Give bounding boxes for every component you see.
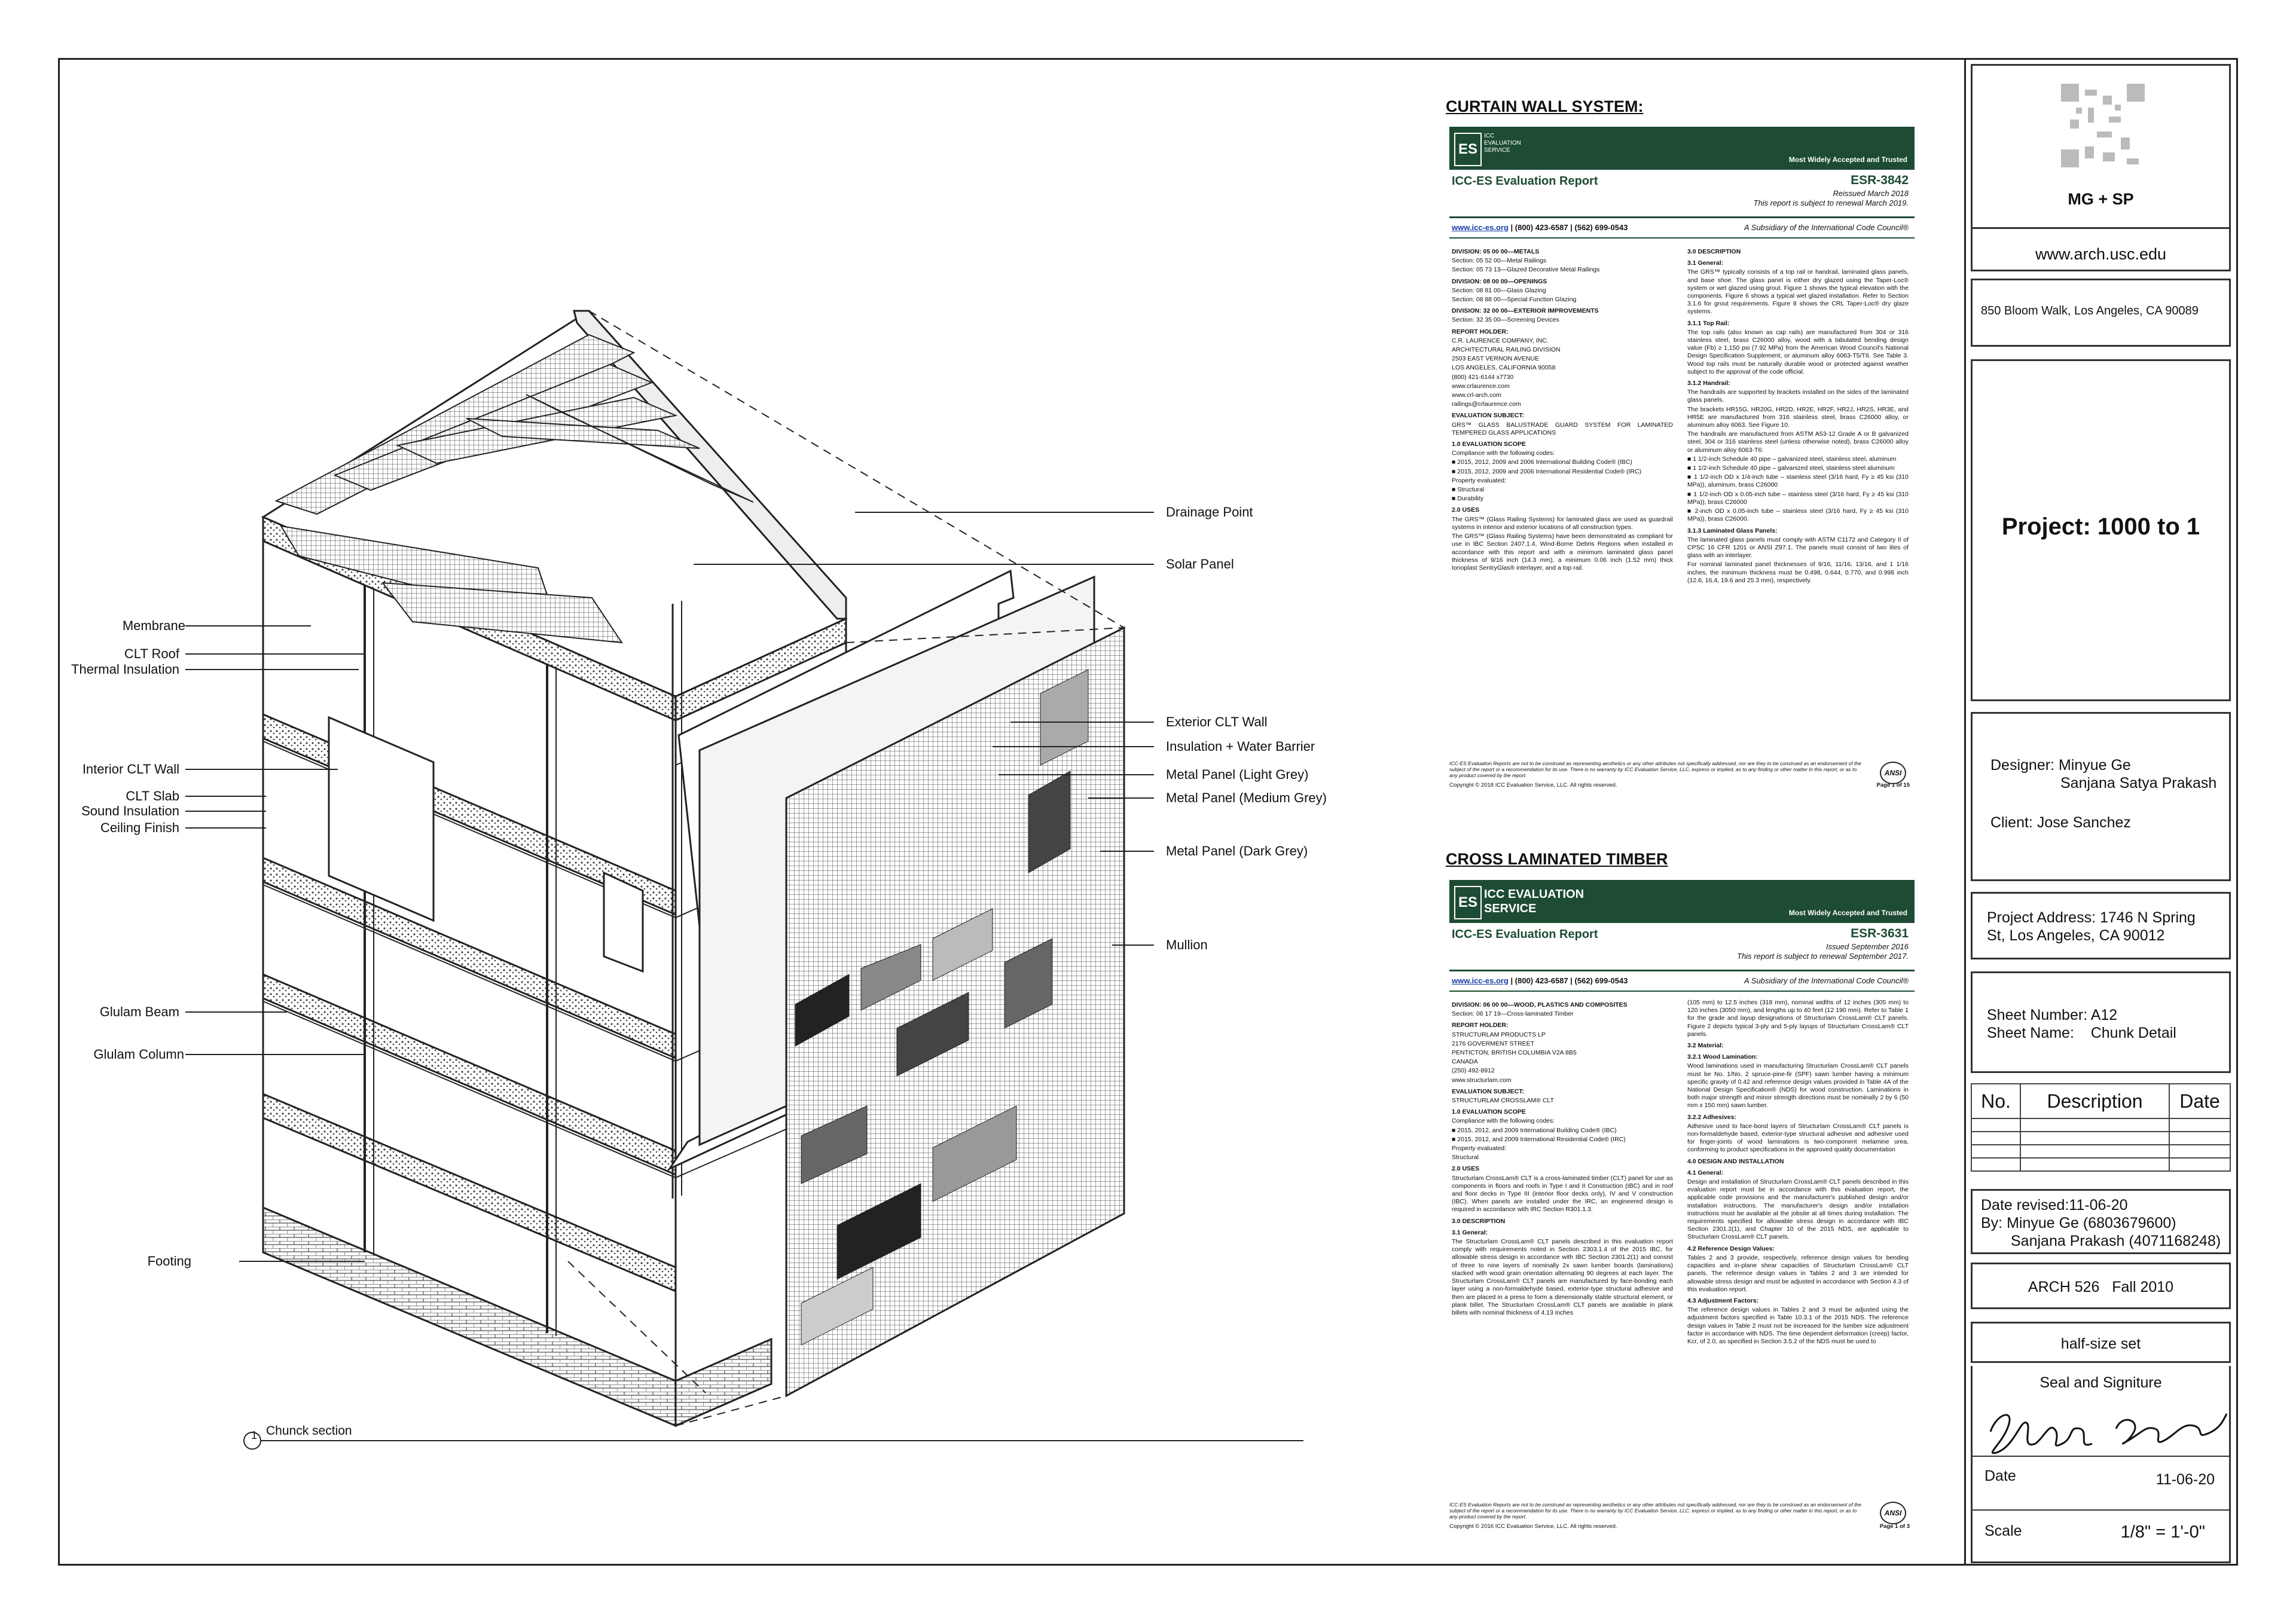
report-phones: | (800) 423-6587 | (562) 699-0543 (1510, 223, 1628, 232)
report-column-right (1687, 244, 1909, 586)
qr-code (2061, 84, 2145, 173)
callout-footing: Footing (147, 1254, 191, 1269)
report-section (1687, 1042, 1909, 1050)
report-section-heading: EVALUATION SUBJECT: (1452, 1087, 1524, 1095)
report-column-left (1452, 998, 1673, 1318)
report-section-text: The Structurlam CrossLam® CLT panels described in this evaluation report comply with requirements noted in Section 2303.1.4 of the 2015 IBC, for allowable stress design in accordance with IBC Section 2301.2(1) and consist of three to nine layers of nominally 2x sawn lumber boards (laminations) stacked with wood grain orientation alternating 90 degrees at each layer. The Structurlam CrossLam® CLT panels are manufactured by face-bonding each layer using a non-formaldehyde based, exterior-type structural adhesive and then are placed in a press to form a dimensionally stable structural element, or plank billet. The Structurlam CrossLam® CLT panels are available in plank billets with nominal thickness of 4.13 inches (1452, 1238, 1673, 1316)
report-section-heading: DIVISION: 08 00 00—OPENINGS (1452, 277, 1547, 285)
report-section-heading: 3.2.2 Adhesives: (1687, 1113, 1736, 1121)
sign-date: 11-06-20 (2155, 1471, 2215, 1488)
report-issued: Reissued March 2018 (1833, 189, 1909, 198)
report-section (1687, 1169, 1909, 1242)
designer-1: Minyue Ge (2058, 757, 2131, 774)
report-section-text: www.crlaurence.com (1452, 382, 1510, 390)
report-section-text: Section: 08 88 00—Special Function Glazing (1452, 296, 1577, 304)
report-section-text: The GRS™ (Glass Railing Systems) have been demonstrated as compliant for use in IBC Section 2407.1.4, Wind-Borne Debris Regions when installed in accordance with this report and with a minimum laminated glass panel thickness of 9/16 inch (14.3 mm), a minimum 0.06 inch (1.52 mm) thick Ionoplast SentryGlas® interlayer, and a top rail. (1452, 533, 1673, 571)
firm-box (1971, 64, 2231, 271)
ansi-logo: ANSI (1880, 762, 1906, 784)
callout-clt-roof: CLT Roof (124, 646, 179, 661)
report-section (1452, 307, 1673, 324)
project-name: Project: 1000 to 1 (2001, 514, 2200, 540)
date-revised: Date revised:11-06-20 (1981, 1197, 2128, 1214)
revised-by-2: Sanjana Prakash (4071168248) (2011, 1233, 2221, 1249)
report-section-text: (800) 421-6144 x7730 (1452, 373, 1514, 381)
report-section-heading: 3.2.1 Wood Lamination: (1687, 1053, 1758, 1061)
callout-exterior-clt-wall: Exterior CLT Wall (1166, 714, 1268, 729)
firm-name: MG + SP (2068, 190, 2134, 208)
report-section-text: Adhesive used to face-bond layers of Structurlam CrossLam® CLT panels is non-formaldehyde based, exterior-type structural adhesive and adhesive used for finger-joints of wood laminations is two-component melamine urea, conforming to product specifications in the approved quality documentation (1687, 1122, 1909, 1154)
report-section (1452, 506, 1673, 572)
report-section-text: CANADA (1452, 1058, 1478, 1066)
report-section-text: ■ 1 1/2-inch OD x 0.05-inch tube – stainless steel (3/16 hard, Fy ≥ 45 ksi (310 MPa)), brass C26000 (1687, 490, 1909, 506)
firm-website[interactable]: www.arch.usc.edu (2035, 245, 2167, 263)
report-section (1687, 248, 1909, 256)
report-section-heading: 1.0 EVALUATION SCOPE (1452, 1108, 1526, 1116)
report-section-text: www.crl-arch.com (1452, 392, 1501, 399)
report-number: ESR-3842 (1851, 173, 1909, 187)
report-section (1687, 527, 1909, 585)
report-section-text: www.structurlam.com (1452, 1076, 1512, 1084)
callout-metal-panel-medium: Metal Panel (Medium Grey) (1166, 790, 1327, 805)
report-section-text: ARCHITECTURAL RAILING DIVISION (1452, 346, 1561, 354)
report-section-text: Structurlam CrossLam® CLT is a cross-laminated timber (CLT) panel for use as components in floors and roofs in Type I and II Construction (IBC) and in roof and floor decks in Type III (interior floor decks only), IV and V construction (IBC). When panels are installed under the IRC, an engineered design is required in accordance with IRC Section R301.1.3. (1452, 1174, 1673, 1214)
callout-solar-panel: Solar Panel (1166, 557, 1234, 571)
date-label: Date (1984, 1468, 2016, 1484)
banner-service: ICC EVALUATION SERVICE (1484, 888, 1584, 915)
report-section-heading: 4.2 Reference Design Values: (1687, 1245, 1775, 1252)
report-section-text: Wood laminations used in manufacturing Structurlam CrossLam® CLT panels must be No. 1/No. 2 spruce-pine-fir (SPF) sawn lumber having a minimum specific gravity of 0.42 and reference design values provided in Table 4A of the National Design Specification® (NDS) for wood construction. Laminations in both major strength and minor strength directions must be nominally 2 by 6 (50 mm x 150 mm) sawn lumber. (1687, 1062, 1909, 1109)
designer-box (1971, 712, 2231, 881)
set-name: half-size set (2060, 1335, 2141, 1352)
clt-heading: CROSS LAMINATED TIMBER (1446, 850, 1668, 868)
course-info: ARCH 526 Fall 2010 (2028, 1279, 2174, 1295)
report-section (1687, 259, 1909, 316)
project-address-line-2: St, Los Angeles, CA 90012 (1987, 927, 2165, 944)
rev-header-no: No. (1971, 1084, 2020, 1118)
report-section-text: Compliance with the following codes: (1452, 450, 1555, 457)
report-section-text: ■ 2015, 2012, 2009 and 2006 International Residential Code® (IRC) (1452, 467, 1642, 475)
report-section-heading: 2.0 USES (1452, 1165, 1480, 1173)
report-section-text: Section: 32 35 00—Screening Devices (1452, 316, 1559, 324)
report-section-heading: 1.0 EVALUATION SCOPE (1452, 441, 1526, 448)
rev-header-date: Date (2169, 1084, 2230, 1118)
title-block-divider (1964, 58, 1966, 1566)
report-section (1687, 1114, 1909, 1154)
report-section (1452, 1229, 1673, 1317)
report-section (1452, 278, 1673, 304)
revised-by-1: By: Minyue Ge (6803679600) (1981, 1215, 2176, 1231)
report-section-heading: 4.1 General: (1687, 1169, 1724, 1176)
report-section-heading: 3.1.1 Top Rail: (1687, 319, 1730, 327)
report-section-text: ■ Structural (1452, 486, 1485, 494)
revision-table (1971, 1083, 2231, 1172)
banner-service: ICC EVALUATION SERVICE (1484, 133, 1521, 154)
report-title: ICC-ES Evaluation Report (1452, 175, 1598, 188)
set-box (1971, 1322, 2231, 1363)
report-section (1687, 999, 1909, 1038)
designer-label: Designer: (1990, 757, 2054, 774)
report-number: ESR-3631 (1851, 927, 1909, 940)
report-section-heading: 3.1 General: (1452, 1228, 1488, 1236)
report-section-text: 2503 EAST VERNON AVENUE (1452, 355, 1540, 363)
callout-sound-insulation: Sound Insulation (81, 803, 179, 818)
report-section-heading: 3.2 Material: (1687, 1042, 1724, 1050)
report-section-heading: REPORT HOLDER: (1452, 328, 1509, 335)
report-section-text: STRUCTURLAM CROSSLAM® CLT (1452, 1097, 1554, 1105)
report-subsidiary: A Subsidiary of the International Code Council® (1744, 976, 1909, 985)
report-section-text: ■ 1 1/2-inch Schedule 40 pipe – galvanized steel, stainless steel, aluminum (1687, 455, 1897, 463)
report-issued: Issued September 2016 (1825, 942, 1909, 951)
report-section (1452, 1108, 1673, 1162)
rev-row (1971, 1145, 2230, 1158)
report-section-text: The GRS™ typically consists of a top rail or handrail, laminated glass panels, and base shoe. The glass panel is either dry glazed using the Taper-Loc® system or wet glazed using grout. Figure 1 shows the typical elevation with the components. Figure 6 shows a typical wet glazed installation. Refer to Section 3.1.6 for grout requirements. Figure 8 shows the CRL Taper-Loc® dry glaze systems. (1687, 268, 1909, 316)
report-banner (1449, 127, 1915, 170)
report-section-text: The top rails (also known as cap rails) are manufactured from 304 or 316 stainless steel, brass C26000 alloy, wood with a tabulated bending design value (Fb) ≥ 1,150 psi (7.92 MPa) from the American Wood Council's National Design Specification Supplement, or aluminum alloy 6063-T5/T6. See Table 3. Wood top rails must be naturally durable wood or protected against weather subject to the approval of the code official. (1687, 328, 1909, 375)
report-section (1687, 380, 1909, 523)
section-title: Chunck section (266, 1424, 352, 1438)
report-column-left (1452, 244, 1673, 573)
report-section (1452, 441, 1673, 503)
report-section (1452, 1022, 1673, 1084)
report-section (1452, 412, 1673, 437)
sheet-name-label: Sheet Name: (1987, 1025, 2074, 1041)
rev-row (1971, 1158, 2230, 1171)
report-section-text: Section: 05 52 00—Metal Railings (1452, 257, 1547, 265)
report-section-text: Section: 06 17 19—Cross-laminated Timber (1452, 1010, 1574, 1018)
scale-divider (1973, 1509, 2229, 1511)
report-section-text: Design and installation of Structurlam CrossLam® CLT panels described in this evaluation report must be in accordance with this evaluation report, the applicable code provisions and the manufacturer's published design and/or installation instructions. The manufacturer's design and/or installation instructions must be available at the jobsite at all times during installation. The requirements specified for allowable stress design in accordance with IBC Section 2301.2(1), and Chapter 10 of the 2015 NDS, are applicable to Structurlam CrossLam® CLT panels. (1687, 1178, 1909, 1241)
scale-label: Scale (1984, 1523, 2022, 1539)
report-section (1452, 248, 1673, 274)
report-section (1452, 1218, 1673, 1225)
report-page-number: Page 1 of 15 (1876, 782, 1910, 788)
report-section-text: For nominal laminated panel thicknesses of 9/16, 11/16, 13/16, and 1 1/16 inches, the minimum thickness must be 0.498, 0.644, 0.770, and 0.998 inch (12.6, 16.4, 19.6 and 25.3 mm), respectively. (1687, 561, 1909, 584)
report-renewal: This report is subject to renewal September 2017. (1737, 952, 1909, 961)
callout-metal-panel-light: Metal Panel (Light Grey) (1166, 767, 1309, 782)
report-section-text: ■ 1 1/2-inch OD x 1/4-inch tube – stainless steel (3/16 hard, Fy ≥ 45 ksi (310 MPa)), aluminum, brass C26000 (1687, 473, 1909, 489)
section-title-marker (244, 1432, 1303, 1449)
callout-glulam-column: Glulam Column (93, 1047, 184, 1062)
project-box (1971, 359, 2231, 701)
report-section (1687, 1053, 1909, 1109)
section-number: 1 (251, 1429, 257, 1441)
icc-es-logo: ES (1454, 133, 1482, 166)
banner-tagline: Most Widely Accepted and Trusted (1788, 155, 1907, 164)
report-section-text: (250) 492-8912 (1452, 1067, 1495, 1075)
report-website-link[interactable]: www.icc-es.org (1452, 976, 1509, 985)
callout-glulam-beam: Glulam Beam (99, 1004, 179, 1019)
report-section-text: Structural (1452, 1154, 1479, 1162)
report-section-text: Section: 08 81 00—Glass Glazing (1452, 286, 1546, 294)
report-phones: | (800) 423-6587 | (562) 699-0543 (1510, 976, 1628, 985)
callout-thermal-insulation: Thermal Insulation (71, 662, 179, 677)
sheet-number: A12 (2090, 1007, 2118, 1023)
rev-row (1971, 1118, 2230, 1132)
rev-header-description: Description (2020, 1084, 2169, 1118)
evaluation-report-esr-3842 (1449, 127, 1915, 802)
client-label: Client: (1990, 814, 2033, 831)
report-renewal: This report is subject to renewal March 2019. (1753, 198, 1909, 207)
rev-row (1971, 1132, 2230, 1145)
report-section-text: ■ 2015, 2012, 2009 and 2006 International Building Code® (IBC) (1452, 459, 1632, 466)
report-footnote: ICC-ES Evaluation Reports are not to be construed as representing aesthetics or any other attributes not specifically addressed, nor are they to be construed as an endorsement of the subject of the report or a recommendation for its use. There is no warranty by ICC Evaluation Service, LLC, express or implied, as to any finding or other matter in this report, or as to any product covered by the report. (1449, 1502, 1861, 1520)
callout-drainage-point: Drainage Point (1166, 505, 1253, 519)
revision-info-box (1971, 1189, 2231, 1254)
report-section-text: ■ 1 1/2-inch Schedule 40 pipe – galvanized steel, stainless steel aluminum (1687, 464, 1895, 472)
report-section (1452, 328, 1673, 409)
ansi-logo: ANSI (1880, 1502, 1906, 1524)
designer-2: Sanjana Satya Prakash (2060, 775, 2217, 791)
report-section-text: LOS ANGELES, CALIFORNIA 90058 (1452, 364, 1556, 372)
address-box (1971, 279, 2231, 347)
report-section (1687, 1245, 1909, 1294)
report-copyright: Copyright © 2016 ICC Evaluation Service, LLC. All rights reserved. (1449, 1523, 1617, 1530)
report-section-text: ■ 2015, 2012, and 2009 International Residential Code® (IRC) (1452, 1135, 1626, 1143)
report-section-text: The reference design values in Tables 2 and 3 must be adjusted using the adjustment factors specified in Table 10.3.1 of the 2015 NDS. The reference design values in Table 2 must not be increased for the lumber size adjustment factor in accordance with NDS. The time dependent deformation (creep) factor, Kcr, of 2.0, as specified in Section 3.5.2 of the NDS must be used to (1687, 1306, 1909, 1345)
firm-address: 850 Bloom Walk, Los Angeles, CA 90089 (1981, 304, 2199, 317)
banner-tagline: Most Widely Accepted and Trusted (1788, 909, 1907, 917)
curtain-wall-heading: CURTAIN WALL SYSTEM: (1446, 97, 1644, 115)
firm-box-divider (1973, 227, 2229, 229)
report-section-heading: DIVISION: 32 00 00—EXTERIOR IMPROVEMENTS (1452, 307, 1599, 315)
seal-label: Seal and Signiture (2039, 1374, 2162, 1391)
callout-clt-slab: CLT Slab (126, 788, 179, 803)
report-section-text: PENTICTON, BRITISH COLUMBIA V2A 8B5 (1452, 1049, 1577, 1057)
project-address-line-1: Project Address: 1746 N Spring (1987, 909, 2196, 926)
sheet-name: Chunk Detail (2090, 1025, 2176, 1041)
report-section-text: ■ 2015, 2012, and 2009 International Building Code® (IBC) (1452, 1126, 1617, 1134)
report-section-text: Property evaluated: (1452, 476, 1507, 484)
report-section-heading: 3.0 DESCRIPTION (1452, 1217, 1506, 1225)
report-section-heading: 3.1 General: (1687, 259, 1724, 267)
report-column-right (1687, 998, 1909, 1347)
client-name: Jose Sanchez (2037, 814, 2131, 831)
report-section-heading: DIVISION: 05 00 00—METALS (1452, 248, 1540, 255)
icc-es-logo: ES (1454, 886, 1482, 919)
report-section (1687, 1297, 1909, 1346)
report-title: ICC-ES Evaluation Report (1452, 928, 1598, 941)
report-section (1452, 1001, 1673, 1018)
signature (1979, 1396, 2230, 1468)
report-section-text: The brackets HR15G, HR20G, HR2D, HR2E, HR2F, HR2J, HR2S, HR3E, and HR5E are manufactured from 316 stainless steel, brass C26000 alloy, or aluminum alloy 6063. See Figure 10. (1687, 405, 1909, 429)
report-section-text: Tables 2 and 3 provide, respectively, reference design values for bending capacities and in-plane shear capacities of Structurlam CrossLam® CLT panels. The reference design values in Tables 2 and 3 are intended for allowable stress design and must be adjusted in accordance with Section 4.3 of this evaluation report. (1687, 1254, 1909, 1293)
report-section-text: STRUCTURLAM PRODUCTS LP (1452, 1031, 1546, 1038)
report-subsidiary: A Subsidiary of the International Code Council® (1744, 223, 1909, 232)
report-section-heading: REPORT HOLDER: (1452, 1022, 1509, 1029)
seal-divider (1973, 1456, 2229, 1457)
report-section-text: The handrails are supported by brackets installed on the sides of the laminated glass panels. (1687, 389, 1909, 404)
report-section-text: Compliance with the following codes: (1452, 1117, 1555, 1125)
report-section-heading: 4.0 DESIGN AND INSTALLATION (1687, 1157, 1784, 1165)
callout-ceiling-finish: Ceiling Finish (100, 820, 179, 835)
report-section-heading: EVALUATION SUBJECT: (1452, 412, 1524, 420)
report-section-text: Property evaluated: (1452, 1145, 1507, 1153)
report-section-heading: 3.1.2 Handrail: (1687, 380, 1730, 387)
report-section (1452, 1088, 1673, 1105)
callout-interior-clt-wall: Interior CLT Wall (82, 762, 179, 777)
report-banner (1449, 880, 1915, 923)
report-section-heading: 3.0 DESCRIPTION (1687, 248, 1741, 255)
callout-metal-panel-dark: Metal Panel (Dark Grey) (1166, 843, 1308, 858)
report-section-text: railings@crlaurence.com (1452, 401, 1521, 408)
report-section-text: The GRS™ (Glass Railing Systems) for laminated glass are used as guardrail systems in interior and exterior locations of all construction types. (1452, 515, 1673, 531)
report-section-text: C.R. LAURENCE COMPANY, INC. (1452, 337, 1549, 344)
report-section (1687, 1158, 1909, 1166)
report-section-text: 2176 GOVERMENT STREET (1452, 1040, 1535, 1047)
revision-table-box (1971, 1083, 2231, 1176)
report-section-text: ■ 2-inch OD x 0.05-inch tube – stainless steel (3/16 hard, Fy ≥ 45 ksi (310 MPa)), brass C26000. (1687, 508, 1909, 523)
scale-value: 1/8" = 1'-0" (2120, 1523, 2205, 1542)
report-page-number: Page 1 of 3 (1879, 1523, 1910, 1530)
report-section-text: The handrails are manufactured from ASTM A53-12 Grade A or B galvanized steel, 304 or 316 stainless steel (unless otherwise noted), brass C26000 alloy or aluminum alloy 6063-T6: (1687, 430, 1909, 454)
report-section-heading: 3.1.3 Laminated Glass Panels: (1687, 527, 1778, 534)
report-section-text: Section: 05 73 13—Glazed Decorative Metal Railings (1452, 266, 1600, 274)
sheet-info-box (1971, 971, 2231, 1073)
callout-insulation-water-barrier: Insulation + Water Barrier (1166, 739, 1315, 754)
report-footnote: ICC-ES Evaluation Reports are not to be construed as representing aesthetics or any other attributes not specifically addressed, nor are they to be construed as an endorsement of the subject of the report or a recommendation for its use. There is no warranty by ICC Evaluation Service, LLC, express or implied, as to any finding or other matter in this report, or as to any product covered by the report. (1449, 760, 1861, 778)
report-section-text: The laminated glass panels must comply with ASTM C1172 and Category II of CPSC 16 CFR 1201 or ANSI Z97.1. The panels must consist of two lites of glass with an interlayer. (1687, 536, 1909, 560)
report-section-heading: 4.3 Adjustment Factors: (1687, 1297, 1759, 1304)
report-section-heading: DIVISION: 06 00 00—WOOD, PLASTICS AND COMPOSITES (1452, 1001, 1628, 1008)
course-box (1971, 1263, 2231, 1309)
report-section (1452, 1165, 1673, 1214)
report-copyright: Copyright © 2018 ICC Evaluation Service, LLC. All rights reserved. (1449, 782, 1617, 788)
report-section-heading: 2.0 USES (1452, 506, 1480, 514)
report-section-text: ■ Durability (1452, 495, 1484, 503)
report-section-text: (105 mm) to 12.5 inches (318 mm), nominal widths of 12 inches (305 mm) to 120 inches (3050 mm), and lengths up to 40 feet (12 190 mm). Refer to Table 1 for the grade and layup designations of Structurlam CrossLam® CLT panels. Figure 2 depicts typical 3-ply and 5-ply layups of Structurlam CrossLam® CLT panels. (1687, 999, 1909, 1038)
report-section-text: GRS™ GLASS BALUSTRADE GUARD SYSTEM FOR LAMINATED TEMPERED GLASS APPLICATIONS (1452, 421, 1673, 436)
callout-mullion: Mullion (1166, 937, 1208, 952)
seal-box (1971, 1366, 2231, 1563)
report-section (1687, 320, 1909, 376)
evaluation-report-esr-3631 (1449, 880, 1915, 1538)
callout-membrane: Membrane (122, 618, 185, 633)
report-website-link[interactable]: www.icc-es.org (1452, 223, 1509, 232)
sheet-number-label: Sheet Number: (1987, 1007, 2088, 1023)
project-address-box (1971, 892, 2231, 959)
